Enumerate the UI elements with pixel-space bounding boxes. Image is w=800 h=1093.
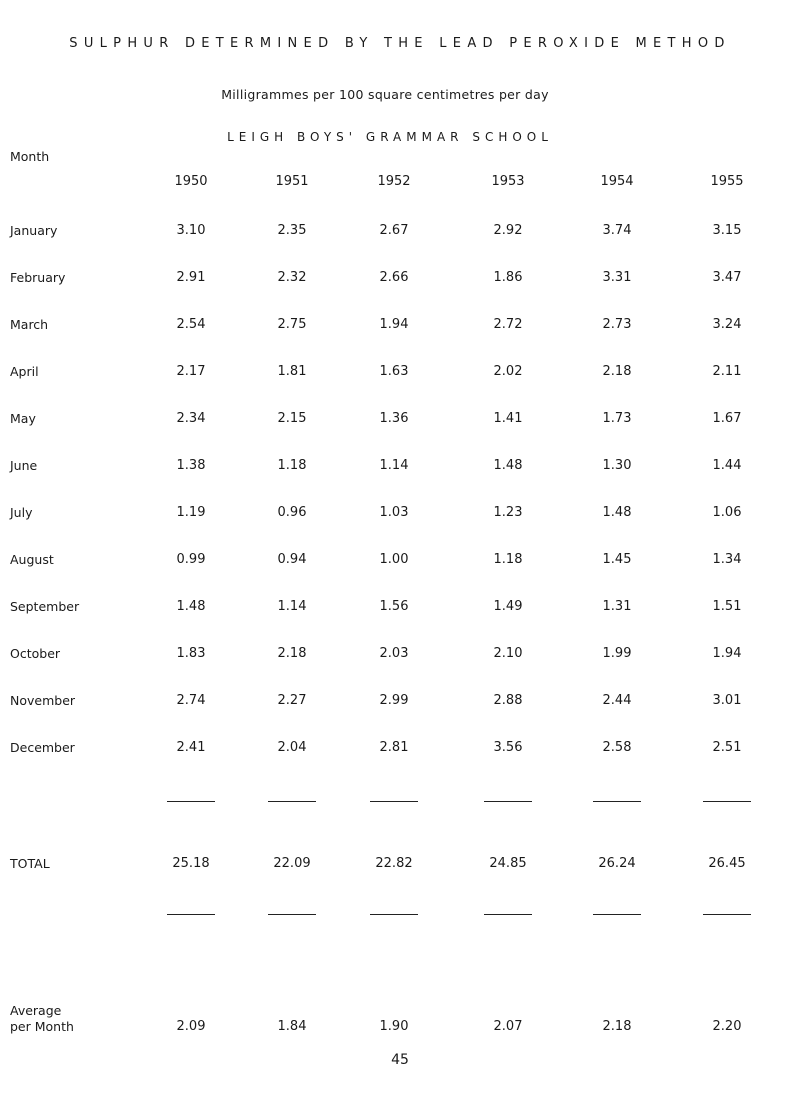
table-cell: 2.34 [176,411,206,426]
month-label: January [10,223,58,238]
year-header-1954: 1954 [600,174,634,189]
table-cell: 2.17 [176,364,206,379]
rule-line [167,801,215,802]
month-label: October [10,646,61,661]
table-cell: 2.41 [176,740,206,755]
document-title: SULPHUR DETERMINED BY THE LEAD PEROXIDE METHOD [69,36,731,51]
year-header-1950: 1950 [174,174,208,189]
rule-line [370,914,418,915]
month-column-header: Month [10,149,50,164]
table-cell: 2.58 [602,740,632,755]
year-header-1955: 1955 [710,174,744,189]
table-cell: 1.38 [176,458,206,473]
table-cell: 0.99 [176,552,206,567]
table-cell: 1.18 [277,458,307,473]
rule-line [593,801,641,802]
average-cell: 2.18 [602,1019,632,1034]
table-cell: 1.99 [602,646,632,661]
table-cell: 2.88 [493,693,523,708]
average-row [0,1019,800,1039]
average-cell: 2.09 [176,1019,206,1034]
total-cell: 25.18 [172,856,210,871]
month-label: September [10,599,80,614]
table-cell: 3.31 [602,270,632,285]
table-row [0,458,800,478]
table-row [0,270,800,290]
table-cell: 0.94 [277,552,307,567]
table-cell: 1.56 [379,599,409,614]
table-cell: 1.19 [176,505,206,520]
table-cell: 2.51 [712,740,742,755]
table-cell: 1.23 [493,505,523,520]
month-label: June [10,458,38,473]
table-cell: 1.03 [379,505,409,520]
table-cell: 1.94 [712,646,742,661]
table-row [0,411,800,431]
average-cell: 2.20 [712,1019,742,1034]
table-row [0,317,800,337]
table-cell: 2.72 [493,317,523,332]
table-cell: 2.18 [602,364,632,379]
table-row [0,364,800,384]
table-cell: 2.15 [277,411,307,426]
table-cell: 1.48 [176,599,206,614]
average-cell: 1.90 [379,1019,409,1034]
rule-line [484,801,532,802]
table-cell: 2.74 [176,693,206,708]
table-cell: 3.24 [712,317,742,332]
table-cell: 3.74 [602,223,632,238]
rule-line [703,801,751,802]
table-cell: 2.81 [379,740,409,755]
month-label: November [10,693,76,708]
table-cell: 1.48 [602,505,632,520]
table-row [0,223,800,243]
table-cell: 2.91 [176,270,206,285]
rule-line [167,914,215,915]
table-cell: 2.02 [493,364,523,379]
table-cell: 1.73 [602,411,632,426]
total-cell: 26.24 [598,856,636,871]
table-cell: 2.27 [277,693,307,708]
total-cell: 22.82 [375,856,413,871]
table-cell: 2.10 [493,646,523,661]
rule-line [484,914,532,915]
year-header-1952: 1952 [377,174,411,189]
rule-line [593,914,641,915]
table-cell: 1.94 [379,317,409,332]
table-row [0,552,800,572]
table-cell: 1.67 [712,411,742,426]
table-cell: 2.92 [493,223,523,238]
table-cell: 1.63 [379,364,409,379]
table-cell: 1.45 [602,552,632,567]
total-row [0,856,800,876]
table-cell: 2.32 [277,270,307,285]
table-cell: 1.81 [277,364,307,379]
table-cell: 2.99 [379,693,409,708]
table-cell: 1.83 [176,646,206,661]
table-cell: 2.18 [277,646,307,661]
table-cell: 2.35 [277,223,307,238]
month-label: July [10,505,33,520]
rule-line [268,914,316,915]
table-cell: 1.18 [493,552,523,567]
table-cell: 1.86 [493,270,523,285]
page-number: 45 [391,1052,409,1068]
table-cell: 1.14 [277,599,307,614]
school-name: LEIGH BOYS' GRAMMAR SCHOOL [227,130,553,144]
table-cell: 0.96 [277,505,307,520]
month-label: May [10,411,36,426]
table-cell: 1.48 [493,458,523,473]
table-cell: 1.49 [493,599,523,614]
average-cell: 1.84 [277,1019,307,1034]
total-cell: 26.45 [708,856,746,871]
table-cell: 2.66 [379,270,409,285]
table-cell: 1.00 [379,552,409,567]
rule-line [370,801,418,802]
table-cell: 2.73 [602,317,632,332]
table-cell: 1.36 [379,411,409,426]
total-label: TOTAL [10,856,50,871]
table-row [0,646,800,666]
table-row [0,693,800,713]
month-label: December [10,740,75,755]
table-cell: 1.44 [712,458,742,473]
table-cell: 3.56 [493,740,523,755]
month-label: March [10,317,49,332]
table-row [0,505,800,525]
table-cell: 1.30 [602,458,632,473]
table-cell: 1.14 [379,458,409,473]
total-cell: 24.85 [489,856,527,871]
rule-line [703,914,751,915]
year-header-1953: 1953 [491,174,525,189]
total-cell: 22.09 [273,856,311,871]
table-cell: 2.11 [712,364,742,379]
table-cell: 2.75 [277,317,307,332]
table-cell: 1.06 [712,505,742,520]
table-cell: 2.44 [602,693,632,708]
rule-line [268,801,316,802]
table-cell: 2.54 [176,317,206,332]
table-cell: 1.34 [712,552,742,567]
document-subtitle: Milligrammes per 100 square centimetres per day [221,87,549,102]
table-cell: 3.01 [712,693,742,708]
month-label: February [10,270,66,285]
table-cell: 1.41 [493,411,523,426]
month-label: April [10,364,39,379]
table-cell: 3.10 [176,223,206,238]
average-cell: 2.07 [493,1019,523,1034]
table-row [0,740,800,760]
year-header-1951: 1951 [275,174,309,189]
table-cell: 1.51 [712,599,742,614]
table-cell: 2.04 [277,740,307,755]
table-cell: 3.15 [712,223,742,238]
table-cell: 3.47 [712,270,742,285]
average-label-line1: Average [10,1003,62,1018]
table-cell: 2.67 [379,223,409,238]
table-row [0,599,800,619]
month-label: August [10,552,54,567]
table-cell: 2.03 [379,646,409,661]
average-label-line2: per Month [10,1019,74,1034]
table-cell: 1.31 [602,599,632,614]
